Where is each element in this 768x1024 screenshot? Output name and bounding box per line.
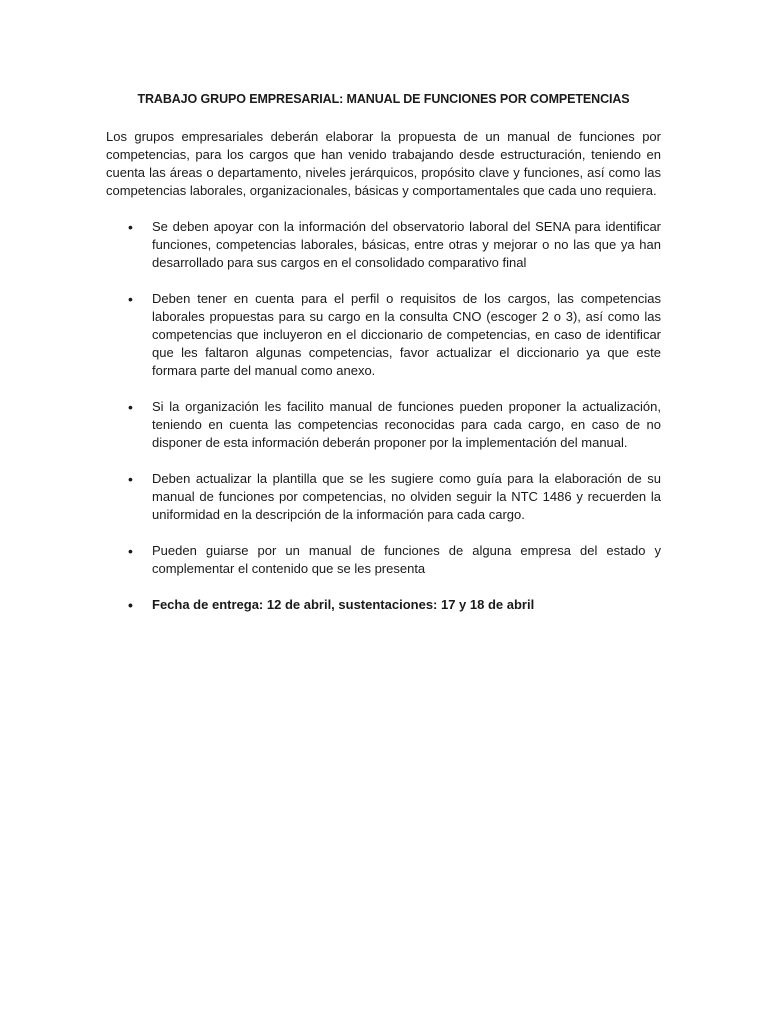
- list-item-text: Deben actualizar la plantilla que se les sugiere como guía para la elaboración de su manual de funciones por competencias, no olviden seguir la NTC 1486 y recuerden la uniformidad en la descripción de la información para cada cargo.: [152, 471, 661, 522]
- list-item-text: Si la organización les facilito manual de funciones pueden proponer la actualización, teniendo en cuenta las competencias reconocidas para cada cargo, en caso de no disponer de esta información deberán proponer por la implementación del manual.: [152, 399, 661, 450]
- document-page: [106, 92, 661, 632]
- list-item: [106, 542, 661, 578]
- bullet-icon: •: [128, 471, 133, 487]
- list-item: [106, 398, 661, 452]
- bullet-icon: •: [128, 291, 133, 307]
- intro-paragraph: Los grupos empresariales deberán elaborar la propuesta de un manual de funciones por competencias, para los cargos que han venido trabajando desde estructuración, teniendo en cuenta las áreas o departamento, niveles jerárquicos, propósito clave y funciones, así como las competencias laborales, organizacionales, básicas y comportamentales que cada uno requiera.: [106, 129, 661, 198]
- list-item-text: Se deben apoyar con la información del observatorio laboral del SENA para identificar funciones, competencias laborales, básicas, entre otras y mejorar o no las que ya han desarrollado para sus cargos en el consolidado comparativo final: [152, 219, 661, 270]
- deadline-item: [106, 596, 661, 614]
- bullet-icon: •: [128, 399, 133, 415]
- deadline-text: Fecha de entrega: 12 de abril, sustentaciones: 17 y 18 de abril: [152, 597, 535, 612]
- bullet-icon: •: [128, 219, 133, 235]
- list-item-text: Deben tener en cuenta para el perfil o requisitos de los cargos, las competencias laborales propuestas para su cargo en la consulta CNO (escoger 2 o 3), así como las competencias que incluyeron en el diccionario de competencias, en caso de identificar que les faltaron algunas competencias, favor actualizar el diccionario ya que este formara parte del manual como anexo.: [152, 291, 661, 378]
- bullet-icon: •: [128, 543, 133, 559]
- list-item-text: Pueden guiarse por un manual de funciones de alguna empresa del estado y complementar el contenido que se les presenta: [152, 543, 661, 576]
- list-item: [106, 470, 661, 524]
- bullet-icon: •: [128, 597, 133, 613]
- list-item: [106, 290, 661, 380]
- bullet-list: [106, 218, 661, 614]
- list-item: [106, 218, 661, 272]
- document-title: TRABAJO GRUPO EMPRESARIAL: MANUAL DE FUNCIONES POR COMPETENCIAS: [137, 92, 630, 106]
